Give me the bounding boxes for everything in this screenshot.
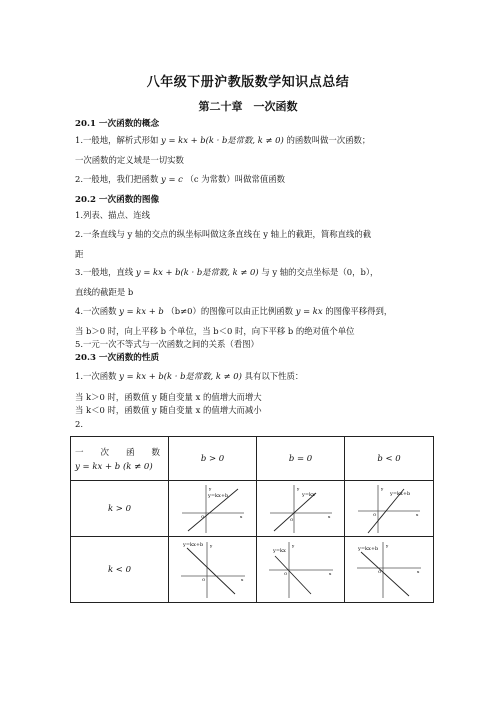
graph-k-neg-b-zero [265,540,337,600]
text-span: 3.一般地，直线 [75,267,134,277]
axis-x-label: x [327,513,330,519]
line-label: y=kx [272,547,286,554]
table-row-k-negative [71,537,434,603]
row-header-k-positive [71,481,169,537]
graph-cell [257,537,345,603]
paragraph-line: 当 b＞0 时，向上平移 b 个单位，当 b＜0 时，向下平移 b 的绝对值个单位 [75,326,355,336]
col-header-label: b < 0 [377,453,401,464]
graph-k-neg-b-neg [353,540,425,600]
row-header-k-negative [71,537,169,603]
formula: y = kx + b(k · b是常数, k ≠ 0) [135,267,259,277]
linear-function-table [70,436,434,603]
paragraph-line: 5.一元一次不等式与一次函数之间的关系（看图） [75,339,259,349]
line-label: y=kx+b [390,490,411,497]
table-row-k-positive [71,481,434,537]
row-header-label: k < 0 [107,564,132,575]
formula: y = kx + b [119,306,164,316]
formula: y = kx + b(k · b是常数, k ≠ 0) [161,135,284,145]
paragraph-line: 1.列表、描点、连线 [75,210,150,220]
axis-y-label: y [386,542,389,548]
formula: y = c [161,174,183,184]
text-span: 的图像平移得到， [325,306,393,316]
paragraph-line [75,305,392,317]
paragraph-line: 一次函数的定义域是一切实数 [75,155,184,165]
line-label: y=kx+b [207,492,228,499]
row-header-label: k > 0 [107,503,132,514]
formula: y = kx [295,306,323,316]
axis-y-label: y [291,542,294,548]
paragraph-line [75,173,285,185]
formula: y = kx + b(k · b是常数, k ≠ 0) [119,371,242,381]
graph-k-pos-b-pos [178,483,248,535]
col-header-b-negative [345,437,434,481]
corner-formula: y = kx + b (k ≠ 0) [75,461,153,472]
axis-x-label: x [416,511,419,517]
text-span: 1.一般地，解析式形如 [75,135,159,145]
origin-label: O [289,516,293,522]
graph-k-neg-b-pos [177,540,249,600]
col-header-b-zero [257,437,345,481]
corner-label: 一 次 函 数 [75,447,161,458]
graph-k-pos-b-neg [354,483,424,535]
text-span: （b≠0）的图像可以由正比例函数 [166,306,294,316]
paragraph-line: 距 [75,249,84,259]
graph-cell [257,481,345,537]
graph-cell [169,537,257,603]
graph-cell [345,537,434,603]
axis-x-label: x [240,576,243,582]
paragraph-line: 当 k＞0 时，函数值 y 随自变量 x 的值增大而增大 [75,392,262,402]
table-corner-cell [71,437,169,481]
line-label: y=kx [301,491,315,498]
section-heading-20-3: 20.3 一次函数的性质 [75,353,160,363]
text-span: （c 为常数）叫做常值函数 [185,174,285,184]
origin-label: O [373,511,377,517]
chapter-heading: 第二十章 一次函数 [198,100,298,113]
graph-cell [345,481,434,537]
col-header-label: b > 0 [200,453,225,464]
axis-x-label: x [417,568,420,574]
section-heading-20-1: 20.1 一次函数的概念 [75,119,160,129]
document-title: 八年级下册沪教版数学知识点总结 [146,75,350,90]
origin-label: O [283,570,287,576]
origin-label: O [378,568,382,574]
paragraph-line [75,266,378,278]
text-span: 2.一般地，我们把函数 [75,174,159,184]
axis-x-label: x [239,513,242,519]
paragraph-line: 2.一条直线与 y 轴的交点的纵坐标叫做这条直线在 y 轴上的截距，简称直线的截 [75,229,372,239]
axis-y-label: y [208,485,211,491]
text-span: 4.一次函数 [75,306,117,316]
line-label: y=kx+b [358,545,379,552]
axis-y-label: y [296,485,299,491]
paragraph-line: 当 k＜0 时，函数值 y 随自变量 x 的值增大而减小 [75,405,262,415]
origin-label: O [201,576,205,582]
paragraph-line [75,134,370,146]
axis-y-label: y [209,542,212,548]
text-span: 1.一次函数 [75,371,117,381]
graph-cell [169,481,257,537]
table-header-row [71,437,434,481]
axis-y-label: y [381,485,384,491]
text-span: 的函数叫做一次函数； [286,135,371,145]
paragraph-line: 2. [75,419,83,429]
origin-label: O [200,513,204,519]
section-heading-20-2: 20.2 一次函数的图像 [75,195,160,205]
line-label: y=kx+b [182,541,203,548]
graph-k-pos-b-zero [266,483,336,535]
col-header-label: b = 0 [288,453,313,464]
paragraph-line [75,370,303,382]
text-span: 与 y 轴的交点坐标是（0，b）， [261,267,379,277]
axis-x-label: x [328,570,331,576]
text-span: 具有以下性质： [244,371,304,381]
paragraph-line: 直线的截距是 b [75,287,134,297]
col-header-b-positive [169,437,257,481]
